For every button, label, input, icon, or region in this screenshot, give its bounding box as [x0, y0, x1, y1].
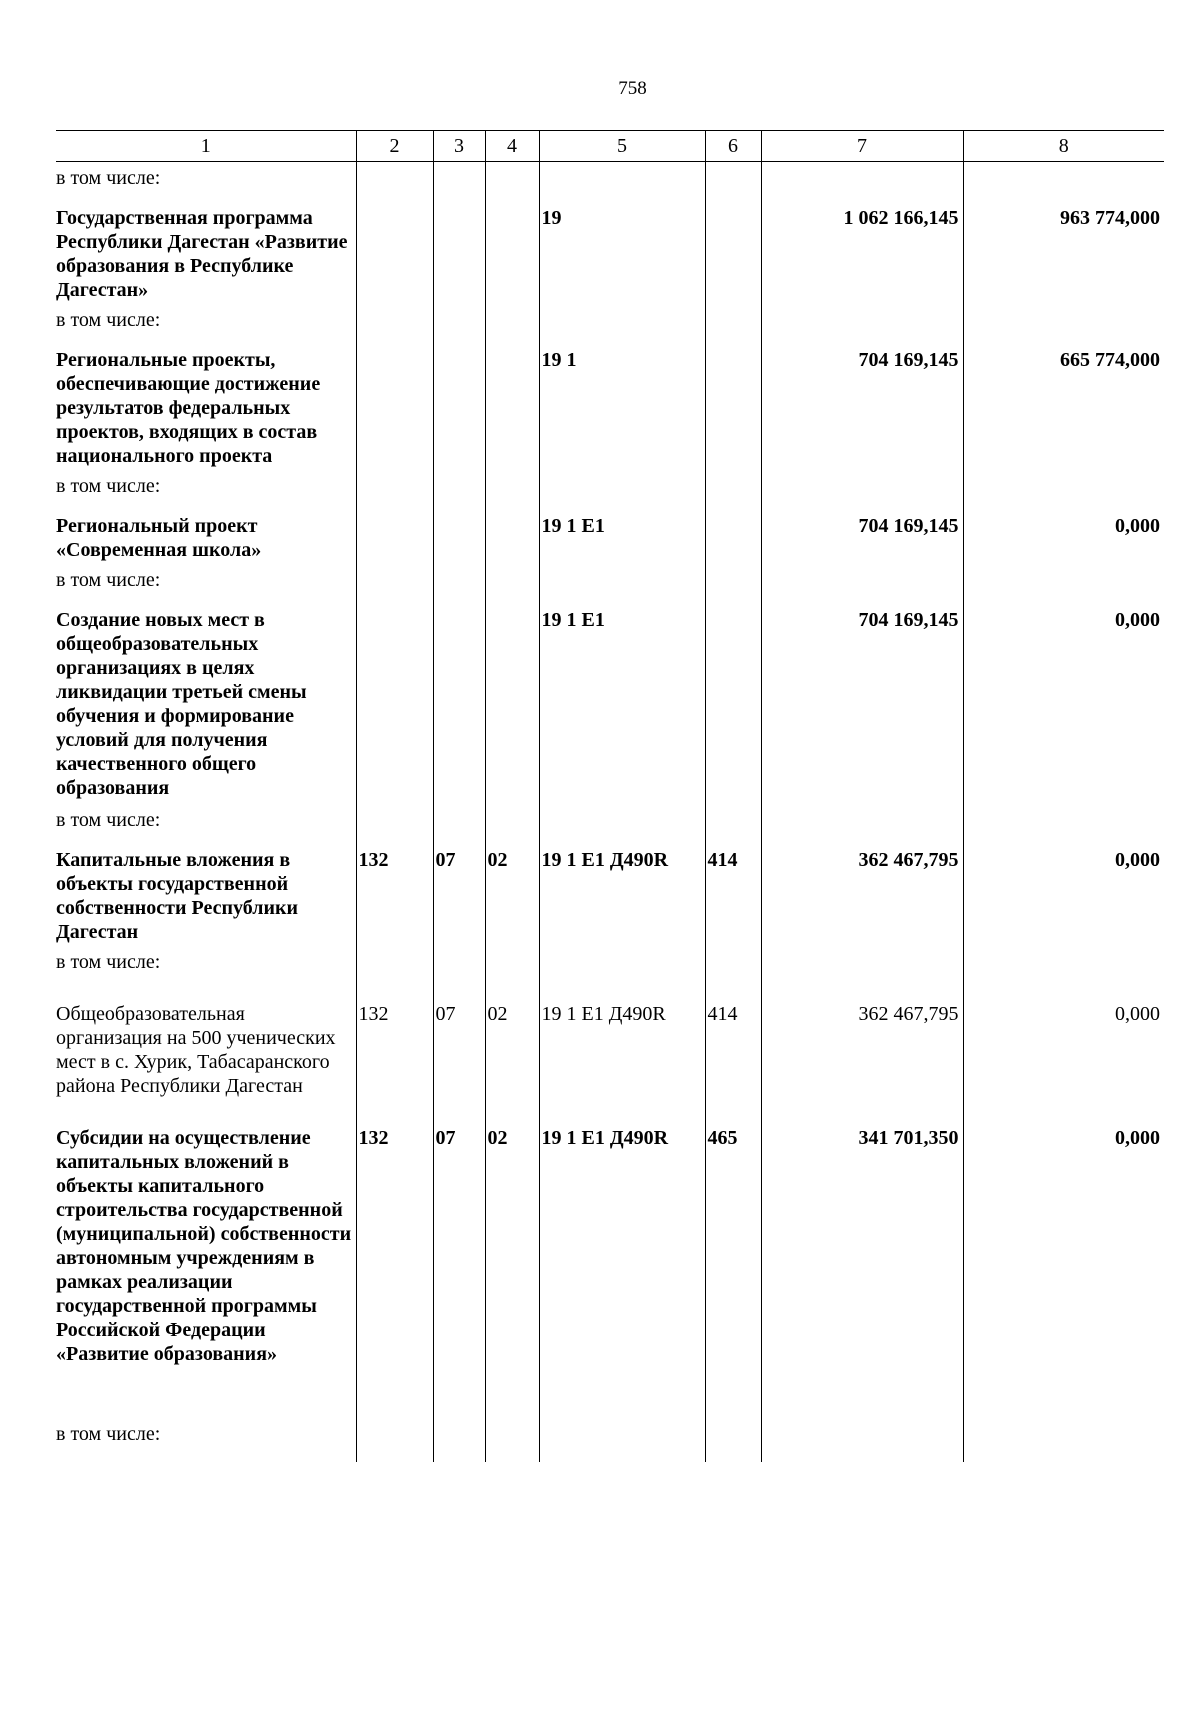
- column-header: 2: [356, 131, 433, 162]
- cell-col6: [705, 608, 761, 804]
- row-note-text: в том числе:: [56, 951, 161, 973]
- cell-col7: 704 169,145: [761, 514, 963, 564]
- cell-col8: 0,000: [963, 848, 1164, 946]
- table-row: [56, 348, 1164, 470]
- row-name: Общеобразовательная организация на 500 ученических мест в с. Хурик, Табасаранского района Республики Дагестан: [56, 1003, 336, 1097]
- cell-col6: 465: [705, 1126, 761, 1418]
- column-header: 1: [56, 131, 356, 162]
- cell-col8: 0,000: [963, 990, 1164, 1126]
- cell-col3: [433, 348, 485, 470]
- table-row: [56, 608, 1164, 804]
- cell-col5: 19: [539, 206, 705, 304]
- cell-col6: [705, 348, 761, 470]
- column-header: 6: [705, 131, 761, 162]
- row-note-text: в том числе:: [56, 809, 161, 831]
- table-row-note: [56, 564, 1164, 608]
- cell-col7: 704 169,145: [761, 348, 963, 470]
- cell-col8: 0,000: [963, 608, 1164, 804]
- cell-col2: [356, 514, 433, 564]
- row-name: Создание новых мест в общеобразовательных организациях в целях ликвидации третьей смены обучения и формирование условий для получения качественного общего образования: [56, 609, 307, 799]
- table-row-note: [56, 470, 1164, 514]
- row-note-text: в том числе:: [56, 167, 161, 189]
- row-note-text: в том числе:: [56, 569, 161, 591]
- cell-col3: 07: [433, 848, 485, 946]
- cell-col4: 02: [485, 1126, 539, 1418]
- cell-col5: 19 1 E1 Д490R: [539, 1126, 705, 1418]
- cell-col3: [433, 514, 485, 564]
- cell-col5: 19 1 E1: [539, 514, 705, 564]
- cell-col8: 0,000: [963, 1126, 1164, 1418]
- column-header: 8: [963, 131, 1164, 162]
- page-number: 758: [618, 78, 647, 99]
- cell-col2: [356, 206, 433, 304]
- row-name: Капитальные вложения в объекты государственной собственности Республики Дагестан: [56, 849, 299, 943]
- table-row: [56, 1126, 1164, 1418]
- column-header: 5: [539, 131, 705, 162]
- cell-col3: [433, 608, 485, 804]
- cell-col2: [356, 608, 433, 804]
- cell-col7: 341 701,350: [761, 1126, 963, 1418]
- cell-col8: 665 774,000: [963, 348, 1164, 470]
- budget-table: [56, 130, 1164, 1462]
- table-row-note: [56, 946, 1164, 990]
- cell-col7: 362 467,795: [761, 990, 963, 1126]
- cell-col7: 362 467,795: [761, 848, 963, 946]
- table-row: [56, 990, 1164, 1126]
- table-row: [56, 206, 1164, 304]
- cell-col2: 132: [356, 848, 433, 946]
- table-row-note: [56, 804, 1164, 848]
- row-name: Субсидии на осуществление капитальных вложений в объекты капитального строительства государственной (муниципальной) собственности автономным учреждениям в рамках реализации государственной программы Российской Федерации «Развитие образования»: [56, 1127, 352, 1365]
- row-name: Государственная программа Республики Дагестан «Развитие образования в Республике Дагестан»: [56, 207, 348, 301]
- column-header: 4: [485, 131, 539, 162]
- cell-col4: 02: [485, 848, 539, 946]
- cell-col8: 0,000: [963, 514, 1164, 564]
- cell-col4: [485, 348, 539, 470]
- cell-col5: 19 1: [539, 348, 705, 470]
- cell-col7: 1 062 166,145: [761, 206, 963, 304]
- cell-col5: 19 1 E1 Д490R: [539, 990, 705, 1126]
- cell-col7: 704 169,145: [761, 608, 963, 804]
- cell-col2: [356, 348, 433, 470]
- cell-col4: [485, 608, 539, 804]
- table-header-row: [56, 131, 1164, 162]
- column-header: 3: [433, 131, 485, 162]
- row-name: Региональные проекты, обеспечивающие достижение результатов федеральных проектов, входящих в состав национального проекта: [56, 349, 321, 467]
- cell-col6: [705, 514, 761, 564]
- cell-col3: 07: [433, 1126, 485, 1418]
- cell-col4: [485, 514, 539, 564]
- cell-col6: 414: [705, 848, 761, 946]
- cell-col2: 132: [356, 1126, 433, 1418]
- cell-col4: 02: [485, 990, 539, 1126]
- cell-col5: 19 1 E1: [539, 608, 705, 804]
- cell-col5: 19 1 E1 Д490R: [539, 848, 705, 946]
- table-row: [56, 848, 1164, 946]
- cell-col8: 963 774,000: [963, 206, 1164, 304]
- table-row: [56, 514, 1164, 564]
- row-note-text: в том числе:: [56, 1423, 161, 1445]
- cell-col6: 414: [705, 990, 761, 1126]
- cell-col2: 132: [356, 990, 433, 1126]
- table-row-note: [56, 1418, 1164, 1462]
- column-header: 7: [761, 131, 963, 162]
- cell-col3: [433, 206, 485, 304]
- cell-col3: 07: [433, 990, 485, 1126]
- table-row-note: [56, 162, 1164, 207]
- row-note-text: в том числе:: [56, 475, 161, 497]
- cell-col6: [705, 206, 761, 304]
- row-note-text: в том числе:: [56, 309, 161, 331]
- table-row-note: [56, 304, 1164, 348]
- row-name: Региональный проект «Современная школа»: [56, 515, 262, 561]
- cell-col4: [485, 206, 539, 304]
